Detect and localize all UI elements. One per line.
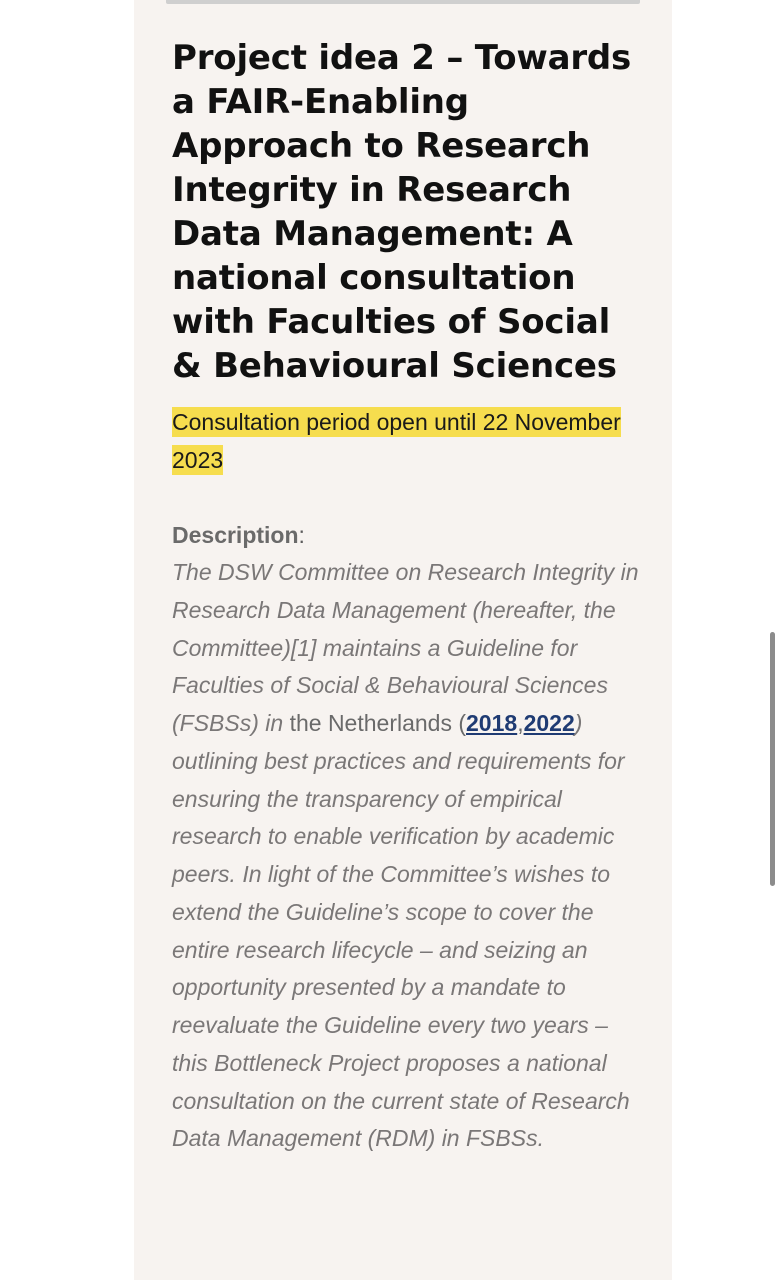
article-card xyxy=(134,0,672,1280)
description-text xyxy=(172,554,640,1158)
article-title: Project idea 2 – Towards a FAIR-Enabling Approach to Research Integrity in Research Data Management: A national consultation with Faculties of Social & Behavioural Sciences xyxy=(172,38,632,386)
link-2018[interactable]: 2018 xyxy=(466,710,518,736)
description-label-colon: : xyxy=(298,522,305,548)
description-part-2: the Netherlands ( xyxy=(289,710,467,736)
description-part-1: The DSW Committee on Research Integrity in Research Data Management (hereafter, the Committee)[1] maintains a Guideline for Faculties of Social & Behavioural Sciences (FSBSs) in xyxy=(172,559,639,736)
highlighted-notice-text: Consultation period open until 22 November 2023 xyxy=(172,409,621,473)
description-part-3: ) outlining best practices and requirements for ensuring the transparency of empirical research to enable verification by academic peers. In light of the Committee’s wishes to extend the Guideline’s scope to cover the entire research lifecycle – and seizing an opportunity presented by a mandate to reevaluate the Guideline every two years – this Bottleneck Project proposes a national consultation on the current state of Research Data Management (RDM) in FSBSs. xyxy=(172,710,630,1152)
vertical-scrollbar[interactable] xyxy=(770,632,775,886)
description-label-text: Description xyxy=(172,522,299,548)
description-label xyxy=(172,516,305,554)
consultation-notice xyxy=(172,403,632,479)
link-2022[interactable]: 2022 xyxy=(523,710,575,736)
description-comma: , xyxy=(517,710,524,736)
top-divider xyxy=(166,0,640,4)
